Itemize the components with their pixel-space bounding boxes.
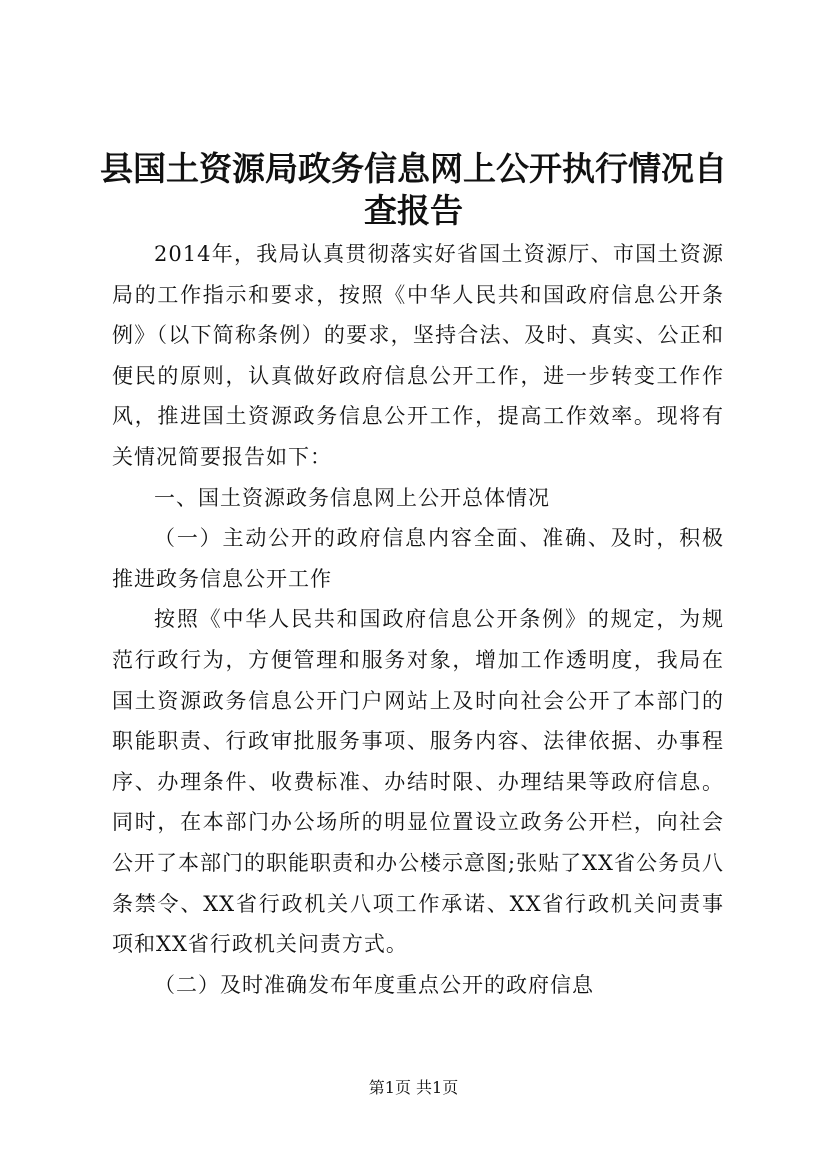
section-heading: 一、国土资源政务信息网上公开总体情况 [154,485,550,510]
intro-paragraph: 2014年，我局认真贯彻落实好省国土资源厅、市国土资源局的工作指示和要求，按照《中华人民共和国政府信息公开条例》（以下简称条例）的要求，坚持合法、及时、真实、公正和便民的原则，认真做好政府信息公开工作，进一步转变工作作风，推进国土资源政务信息公开工作，提高工作效率。现将有关情况简要报告如下： [112,242,724,469]
document-title: 县国土资源局政务信息网上公开执行情况自查报告 [100,149,727,230]
document-body [112,234,724,1005]
body-paragraph: 按照《中华人民共和国政府信息公开条例》的规定，为规范行政行为，方便管理和服务对象，增加工作透明度，我局在国土资源政务信息公开门户网站上及时向社会公开了本部门的职能职责、行政审批服务事项、服务内容、法律依据、办事程序、办理条件、收费标准、办结时限、办理结果等政府信息。同时，在本部门办公场所的明显位置设立政务公开栏，向社会公开了本部门的职能职责和办公楼示意图;张贴了XX省公务员八条禁令、XX省行政机关八项工作承诺、XX省行政机关问责事项和XX省行政机关问责方式。 [112,607,724,957]
page-footer: 第1页 共1页 [368,1078,459,1097]
subsection-heading-2: （二）及时准确发布年度重点公开的政府信息 [154,972,594,997]
subsection-heading-1: （一）主动公开的政府信息内容全面、准确、及时，积极推进政务信息公开工作 [112,526,724,591]
